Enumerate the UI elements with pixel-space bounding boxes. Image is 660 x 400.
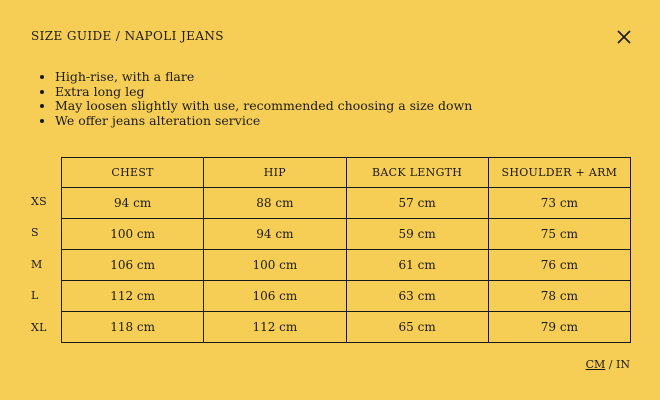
table-cell: 88 cm xyxy=(204,188,346,219)
table-cell: 76 cm xyxy=(488,250,630,281)
table-cell: 65 cm xyxy=(346,312,488,343)
unit-separator: / xyxy=(608,358,613,371)
table-cell: 94 cm xyxy=(204,219,346,250)
table-cell: 106 cm xyxy=(62,250,204,281)
table-cell: 59 cm xyxy=(346,219,488,250)
unit-toggle xyxy=(586,358,630,372)
column-header-chest: CHEST xyxy=(62,158,204,188)
table-cell: 63 cm xyxy=(346,281,488,312)
table-cell: 100 cm xyxy=(204,250,346,281)
feature-item: • May loosen slightly with use, recommended choosing a size down xyxy=(55,99,472,114)
unit-cm-button[interactable]: CM xyxy=(585,358,606,371)
table-cell: 112 cm xyxy=(62,281,204,312)
size-label-s: S xyxy=(31,226,39,239)
table-header-row xyxy=(62,158,631,188)
table-cell: 57 cm xyxy=(346,188,488,219)
feature-item: • Extra long leg xyxy=(55,85,472,100)
close-button[interactable] xyxy=(614,27,634,47)
table-cell: 94 cm xyxy=(62,188,204,219)
table-cell: 61 cm xyxy=(346,250,488,281)
column-header-shoulder-arm: SHOULDER + ARM xyxy=(488,158,630,188)
table-cell: 112 cm xyxy=(204,312,346,343)
table-row xyxy=(62,188,631,219)
unit-in-button[interactable]: IN xyxy=(616,358,630,371)
close-icon xyxy=(614,27,634,47)
table-row xyxy=(62,281,631,312)
table-row xyxy=(62,312,631,343)
table-row xyxy=(62,250,631,281)
table-row xyxy=(62,219,631,250)
table-cell: 100 cm xyxy=(62,219,204,250)
feature-item: • We offer jeans alteration service xyxy=(55,114,472,129)
size-label-xl: XL xyxy=(31,321,47,334)
table-cell: 73 cm xyxy=(488,188,630,219)
size-label-m: M xyxy=(31,258,43,271)
size-label-xs: XS xyxy=(31,195,47,208)
table-cell: 75 cm xyxy=(488,219,630,250)
table-cell: 78 cm xyxy=(488,281,630,312)
column-header-back-length: BACK LENGTH xyxy=(346,158,488,188)
table-cell: 106 cm xyxy=(204,281,346,312)
modal-title: SIZE GUIDE / NAPOLI JEANS xyxy=(31,29,224,43)
feature-item: • High-rise, with a flare xyxy=(55,70,472,85)
column-header-hip: HIP xyxy=(204,158,346,188)
size-label-l: L xyxy=(31,289,39,302)
table-cell: 118 cm xyxy=(62,312,204,343)
size-table xyxy=(61,157,631,343)
feature-list xyxy=(31,70,472,128)
table-cell: 79 cm xyxy=(488,312,630,343)
